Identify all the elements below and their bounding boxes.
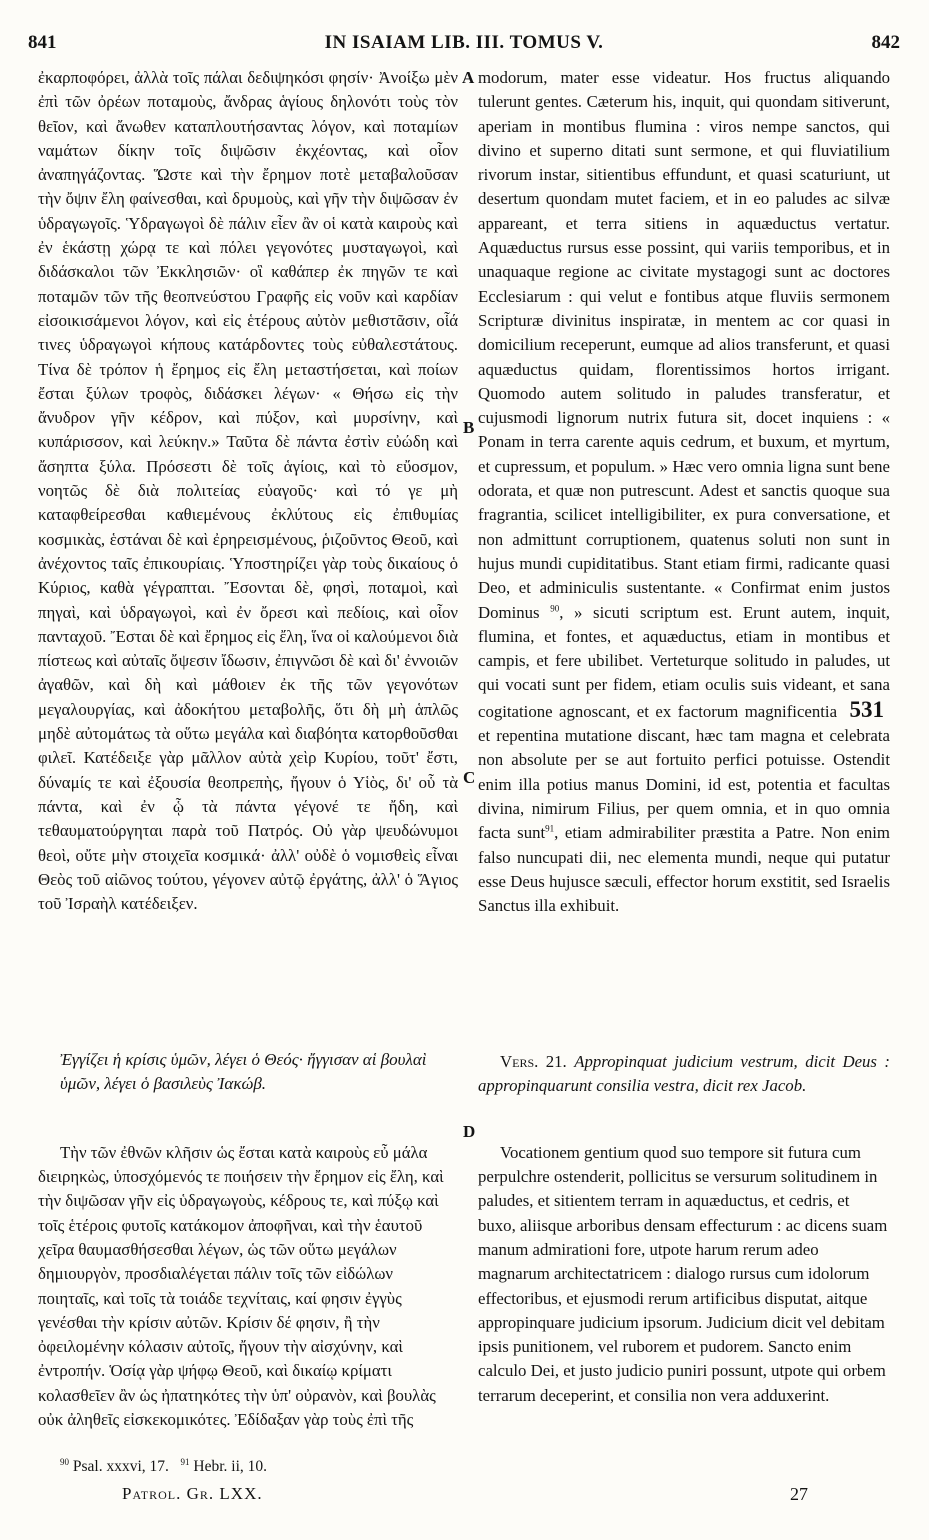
latin-verse-heading [478, 1050, 890, 1099]
footnote-ref-90: 90 [550, 602, 560, 613]
verse-label: Vers. 21. [500, 1052, 567, 1071]
latin-column-bottom [478, 1124, 890, 1425]
greek-paragraph: ἐκαρποφόρει, ἀλλὰ τοῖς πάλαι δεδιψηκόσι φησίν· Ἀνοίξω μὲν ἐπὶ τῶν ὀρέων ποταμοὺς, ἄνδρας ἁγίους δηλονότι τοὺς τὸν θεῖον, καὶ ἄνωθεν καταπλουτήσαντας λόγον, καὶ ποταμίων ναμάτων δίκην τοῖς διψῶσιν ἐκχέοντας, καὶ οἷον ἀναπηγάζοντας. Ὥστε καὶ τὴν ἔρημον ποτὲ μεταβαλοῦσαν τὴν ὄψιν ἔλη φαίνεσθαι, καὶ δρυμοὺς, καὶ γῆν τὴν διψῶσαν ἐν ὑδραγωγοῖς. Ὑδραγωγοὶ δὲ πάλιν εἶεν ἂν οἱ κατὰ καιροὺς καὶ ἐν ἑκάστῃ χώρᾳ τε καὶ πόλει γεγονότες μυσταγωγοὶ, καὶ διδάσκαλοι τῶν Ἐκκλησιῶν· οἳ καθάπερ ἐκ πηγῶν τε καὶ ποταμῶν τῶν τῆς θεοπνεύστου Γραφῆς εἰς νοῦν καὶ καρδίαν εἰσοικισάμενοι λόγον, καὶ εἰς ἑτέρους αὐτὸν μεθιστᾶσιν, οἷά τινες ὑδραγωγοὶ κήπους κατάρδοντες τοὺς εὐθαλεστάτους. Τίνα δὲ τρόπον ἡ ἔρημος εἰς ἔλη μεταστήσεται, καὶ ποίων ἔσται ξύλων τροφὸς, διδάσκει λέγων· « Θήσω εἰς τὴν ἄνυδρον γῆν κέδρον, καὶ πύξον, καὶ μυρσίνην, καὶ κυπάρισσον, καὶ λεύκην.» Ταῦτα δὲ πάντα ἐστὶν εὐώδη καὶ ἄσηπτα ξύλα. Πρόσεστι δὲ τοῖς ἁγίοις, καὶ τὸ εὔοσμον, νοητῶς δὲ διὰ πολιτείας εὐαγοῦς· καὶ τό γε μὴ καταφθείρεσθαι καθιεμένους ἐκλύτους εἰς ἐπιθυμίας κοσμικὰς, ἑστάναι δὲ καὶ ἐρηρεισμένους, ῥιζοῦντος Θεοῦ, καὶ ἀνέχοντος ταῖς ἐπικουρίαις. Ὑποστηρίζει γὰρ τοὺς δικαίους ὁ Κύριος, καθὰ γέγραπται. Ἔσονται δὲ, φησὶ, ποταμοὶ, καὶ πηγαὶ, καὶ ὑδραγωγοὶ, καὶ ἐν ὄρεσι καὶ πεδίοις, καὶ οἷον πανταχοῦ. Ἔσται δὲ καὶ ἔρημος εἰς ἔλη, ἵνα οἱ καλούμενοι διὰ πίστεως καὶ αὐταῖς ὄψεσιν ἴδωσιν, ἐπιγνῶσι δὲ καὶ δι' ἐννοιῶν ἀγαθῶν, καὶ δὴ καὶ μάθοιεν ἐκ τῆς τῶν γεγονότων μεγαλουργίας, καὶ ἀδοκήτου μεταβολῆς, ὅτι δὴ μὴ ἁπλῶς μηδὲ αὐτομάτως τὰ οὕτω μεγάλα καὶ διαβόητα κατορθοῦσθαι φιλεῖ. Κατέδειξε γὰρ μᾶλλον αὐτὰ χεὶρ Κυρίου, τοῦτ' ἔστι, δύναμίς τε καὶ ἐξουσία θεοπρεπὴς, ἤγουν ὁ Υἱὸς, δι' οὗ τὰ πάντα, καὶ ἐν ᾧ τὰ πάντα γέγονέ τε ἤδη, καὶ τεθαυματούργηται παρὰ τοῦ Πατρός. Οὐ γὰρ ψευδώνυμοι θεοὶ, οὔτε μὴν στοιχεῖα κοσμικά· ἀλλ' οὐδὲ ὁ νομισθεὶς εἶναι Θεὸς τοῦ αἰῶνος τούτου, γέγονεν αὐτῷ ἐργάτης, ἀλλ' ὁ Ἅγιος τοῦ Ἰσραὴλ κατέδειξεν. [38, 68, 458, 914]
footnote-number-90: 90 [60, 1456, 69, 1467]
greek-paragraph-commentary: Τὴν τῶν ἐθνῶν κλῆσιν ὡς ἔσται κατὰ καιροὺς εὖ μάλα διειρηκὼς, ὑποσχόμενός τε ποιήσειν τὴν ἔρημον εἰς ἔλη, καὶ τὴν διψῶσαν γῆν εἰς ὑδραγωγοὺς, κέδρους τε, καὶ πύξῳ καὶ τοῖς ἑτέροις φυτοῖς κατάκομον ἀποφῆναι, καὶ τὴν ἑαυτοῦ χεῖρα θαυμασθήσεσθαι λέγων, ὡς τῶν οὕτω μεγάλων δημιουργὸν, προσδιαλέγεται πάλιν τοῖς τῶν εἰδώλων ποιηταῖς, καὶ τοῖς τὰ τοιάδε τεχνίταις, καί φησιν ἐγγὺς γενέσθαι τὴν κρίσιν αὐτῶν. Κρίσιν δέ φησιν, ἢ τὴν ὀφειλομένην κόλασιν αὐτοῖς, ἤγουν τὴν αἰσχύνην, καὶ ἐντροπήν. Ὁσίᾳ γὰρ ψήφῳ Θεοῦ, καὶ δικαίῳ κρίματι κολασθεῖεν ἂν ὡς ἠπατηκότες τὴν ὑπ' οὐρανὸν, καὶ βουλὰς οὐκ ἀληθεῖς εἰσκεκομικότες. Ἐδίδαξαν γὰρ τοὺς ἐπὶ τῆς [38, 1142, 444, 1430]
margin-marker-b: B [463, 418, 475, 437]
latin-paragraph-commentary: Vocationem gentium quod suo tempore sit futura cum perpulchre ostenderit, pollicitus se versurum solitudinem in paludes, et sitientem terram in aquæductus, et cedris, et buxo, aliisque arboribus densam effecturum : ac dicens suam manum admirationi fore, utpote harum rerum adeo magnarum architectatricem : dialogo rursus cum idolorum effectoribus, et ejusmodi rerum artificibus disputat, aitque appropinquare judicium ipsorum. Judicium dicit vel debitam ipsis punitionem, vel ruborem et pudorem. Sancto enim calculo Dei, et justo judicio puniri possunt, utpote qui orbem terrarum deceperint, et consilia non vera adduxerint. [478, 1142, 888, 1405]
margin-marker-a: A [462, 68, 475, 87]
patrologia-imprint: Patrol. Gr. LXX. [122, 1484, 263, 1503]
footnotes [60, 1458, 267, 1476]
footnote-number-91: 91 [180, 1456, 190, 1467]
latin-paragraph [478, 66, 890, 918]
latin-text-1: modorum, mater esse videatur. Hos fructus aliquando tulerunt gentes. Cæterum his, inquit, qui quondam sitiverunt, aperiam in montibus flumina : viros nempe sanctos, qui divino et superno ditati sunt sermone, et qui fluviatilium rivorum instar, sitientibus effundunt, et quasi scaturiunt, ut desertum quondam mutet faciem, et in eo paludes ac silvæ appareant, et terra sitiens in aquæductus vertatur. Aquæductus rursus esse possint, qui variis temporibus, et in unaquaque regione ac civitate mystagogi sunt ac doctores Ecclesiarum : qui velut e fontibus atque fluviis sermonem Scripturæ divinitus inspiratæ, in mentem ac cor quasi in domicilium receperunt, eumque ad alios transferunt, et quasi aquæductus quidam, florentissimos hortos irrigant. Quomodo autem solitudo in paludes transferatur, et cujusmodi lignorum nutrix futura sit, docet inquiens : « Ponam in terra carente aquis cedrum, et buxum, et myrtum, et cupressum, et populum. » Hæc vero omnia ligna sunt bene odorata, et quæ non putrescunt. Adest et sanctis quoque sua fragrantia, scilicet intelligibiliter, ex pura conversatione, et non admittunt corruptionem, quatenus soluti non sunt in hujus mundi cupiditatibus. Stant etiam firmi, radicante quasi Deo, et adminiculis sustentante. « Confirmat enim justos Dominus [478, 68, 890, 622]
edition-page-marker: 531 [849, 696, 884, 722]
verse-text: Appropinquat judicium vestrum, dicit Deus : appropinquarunt consilia vestra, dicit rex Jacob. [478, 1052, 890, 1096]
greek-column-top [38, 66, 458, 916]
page-number-left: 841 [28, 32, 57, 53]
margin-marker-d: D [463, 1122, 476, 1141]
running-title: IN ISAIAM LIB. III. TOMUS V. [324, 32, 604, 53]
latin-text-2: , » sicuti scriptum est. Erunt autem, inquit, flumina, et fontes, et aquæductus, etiam in montibus et campis, et fere ubilibet. Verteturque solitudo in paludes, ut qui vocati sunt per fidem, etiam oculis suis videant, et sana cogitatione agnoscant, et ex factorum magnificentia [478, 602, 890, 721]
footnote-text-90: Psal. xxxvi, 17. [72, 1458, 169, 1475]
footnote-ref-91: 91 [545, 823, 555, 834]
greek-column-bottom [38, 1124, 458, 1449]
latin-text-3: et repentina mutatione discant, hæc tam magna et celebrata non absolute per se aut fortuito perfici potuisse. Ostendit enim illa potius manus Domini, id est, potentia et facultas divina, nimirum Filius, per quem omnia, et in quo omnia facta sunt [478, 726, 890, 843]
latin-column-top [478, 66, 890, 918]
footnote-text-91: Hebr. ii, 10. [193, 1458, 268, 1475]
page-number-right: 842 [871, 32, 900, 53]
greek-verse-heading: Ἐγγίζει ἡ κρίσις ὑμῶν, λέγει ὁ Θεός· ἤγγισαν αἱ βουλαὶ ὑμῶν, λέγει ὁ βασιλεὺς Ἰακώβ. [60, 1050, 427, 1094]
signature-mark: 27 [790, 1484, 808, 1504]
latin-text-4: , etiam admirabiliter præstita a Patre. Non enim falso nuncupati dii, nec elementa mundi, neque qui putatur esse Deus hujusce sæculi, effector horum exstitit, sed Israelis Sanctus illa exhibuit. [478, 823, 890, 916]
running-header [28, 32, 900, 58]
margin-marker-c: C [463, 768, 476, 787]
